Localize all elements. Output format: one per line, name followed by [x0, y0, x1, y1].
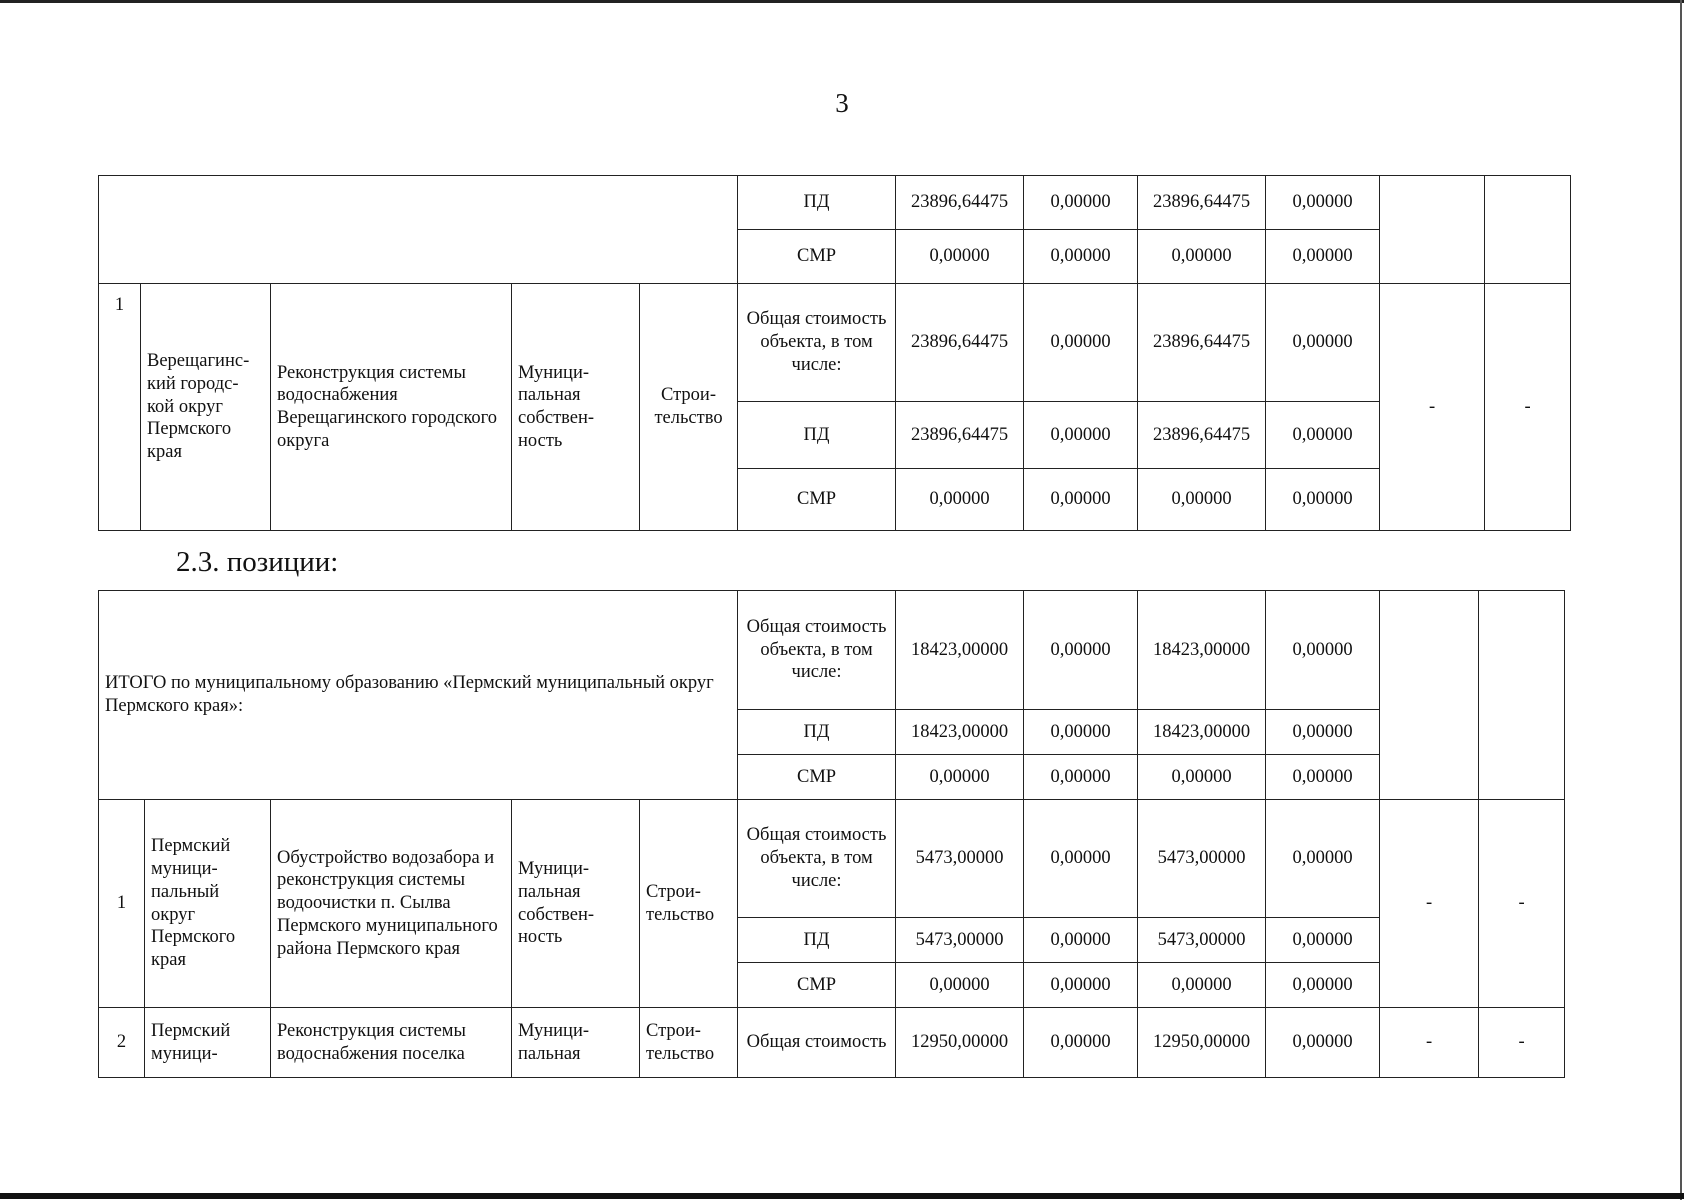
- value-cell: 0,00000: [1024, 755, 1138, 800]
- cost-type-cell: Общая стоимость объекта, в том числе:: [738, 591, 896, 710]
- cost-type-cell: ПД: [738, 710, 896, 755]
- table-row: [99, 800, 1565, 918]
- value-cell: 0,00000: [1266, 710, 1380, 755]
- value-cell: 18423,00000: [1138, 710, 1266, 755]
- value-cell: 5473,00000: [1138, 800, 1266, 918]
- table-positions: [98, 590, 1565, 1078]
- dash-cell: -: [1380, 284, 1485, 531]
- value-cell: 0,00000: [896, 469, 1024, 531]
- value-cell: 0,00000: [1266, 402, 1380, 469]
- value-cell: 18423,00000: [1138, 591, 1266, 710]
- value-cell: 0,00000: [1138, 230, 1266, 284]
- value-cell: 23896,64475: [896, 402, 1024, 469]
- value-cell: 0,00000: [1266, 1008, 1380, 1078]
- page-number: 3: [835, 88, 849, 118]
- value-cell: 0,00000: [896, 963, 1024, 1008]
- ownership-cell: Муници-пальная: [512, 1008, 640, 1078]
- value-cell: 12950,00000: [1138, 1008, 1266, 1078]
- value-cell: 0,00000: [1024, 918, 1138, 963]
- value-cell: 0,00000: [1024, 176, 1138, 230]
- object-name-cell: Реконструкция системы водоснабжения поселка: [271, 1008, 512, 1078]
- cost-type-cell: Общая стоимость объекта, в том числе:: [738, 800, 896, 918]
- value-cell: 0,00000: [1024, 402, 1138, 469]
- owner-cell: Пермский муници-пальный округ Пермского края: [145, 800, 271, 1008]
- cost-type-cell: СМР: [738, 469, 896, 531]
- row-number: 1: [99, 284, 141, 531]
- table-row: [99, 591, 1565, 710]
- value-cell: 0,00000: [1024, 591, 1138, 710]
- value-cell: 0,00000: [1138, 469, 1266, 531]
- dash-cell: -: [1479, 1008, 1565, 1078]
- value-cell: 18423,00000: [896, 591, 1024, 710]
- value-cell: 23896,64475: [896, 284, 1024, 402]
- work-type-cell: Строи-тельство: [640, 1008, 738, 1078]
- table-row: [99, 1008, 1565, 1078]
- scan-right-edge: [1680, 0, 1682, 1200]
- cost-type-cell: Общая стоимость объекта, в том числе:: [738, 284, 896, 402]
- scan-top-edge: [0, 0, 1684, 3]
- owner-cell: Верещагинс-кий городс-кой округ Пермского края: [141, 284, 271, 531]
- value-cell: 23896,64475: [1138, 284, 1266, 402]
- cost-type-cell: СМР: [738, 755, 896, 800]
- value-cell: 5473,00000: [1138, 918, 1266, 963]
- scan-bottom-edge: [0, 1193, 1684, 1199]
- value-cell: 0,00000: [1266, 176, 1380, 230]
- object-name-cell: Обустройство водозабора и реконструкция системы водоочистки п. Сылва Пермского муниципального района Пермского края: [271, 800, 512, 1008]
- value-cell: 0,00000: [1266, 918, 1380, 963]
- owner-cell: Пермский муници-: [145, 1008, 271, 1078]
- total-label-cell: ИТОГО по муниципальному образованию «Пермский муниципальный округ Пермского края»:: [99, 591, 738, 800]
- value-cell: 12950,00000: [896, 1008, 1024, 1078]
- value-cell: 0,00000: [896, 230, 1024, 284]
- work-type-cell: Строи-тельство: [640, 800, 738, 1008]
- dash-cell: -: [1380, 800, 1479, 1008]
- value-cell: 0,00000: [1024, 1008, 1138, 1078]
- dash-cell: -: [1380, 1008, 1479, 1078]
- value-cell: 0,00000: [1024, 710, 1138, 755]
- value-cell: 23896,64475: [1138, 176, 1266, 230]
- work-type-cell: Строи-тельство: [640, 284, 738, 531]
- cost-type-cell: СМР: [738, 230, 896, 284]
- value-cell: 0,00000: [1138, 755, 1266, 800]
- cost-type-cell: ПД: [738, 918, 896, 963]
- value-cell: 0,00000: [1266, 591, 1380, 710]
- row-number: 1: [99, 800, 145, 1008]
- value-cell: 23896,64475: [896, 176, 1024, 230]
- value-cell: 0,00000: [1024, 284, 1138, 402]
- value-cell: 0,00000: [1266, 284, 1380, 402]
- row-number: 2: [99, 1008, 145, 1078]
- value-cell: 0,00000: [1266, 230, 1380, 284]
- empty-cell: [1380, 591, 1479, 800]
- value-cell: 0,00000: [1024, 963, 1138, 1008]
- empty-cell: [1479, 591, 1565, 800]
- value-cell: 0,00000: [1266, 469, 1380, 531]
- table-row: [99, 176, 1571, 230]
- table-row: [99, 284, 1571, 402]
- dash-cell: -: [1479, 800, 1565, 1008]
- section-title: 2.3. позиции:: [176, 546, 339, 578]
- ownership-cell: Муници-пальная собствен-ность: [512, 800, 640, 1008]
- value-cell: 0,00000: [1138, 963, 1266, 1008]
- value-cell: 5473,00000: [896, 800, 1024, 918]
- cost-type-cell: СМР: [738, 963, 896, 1008]
- empty-cell: [1485, 176, 1571, 284]
- value-cell: 0,00000: [1024, 800, 1138, 918]
- value-cell: 0,00000: [1024, 230, 1138, 284]
- empty-header-cell: [99, 176, 738, 284]
- value-cell: 0,00000: [896, 755, 1024, 800]
- dash-cell: -: [1485, 284, 1571, 531]
- cost-type-cell: ПД: [738, 402, 896, 469]
- cost-type-cell: ПД: [738, 176, 896, 230]
- value-cell: 0,00000: [1024, 469, 1138, 531]
- empty-cell: [1380, 176, 1485, 284]
- value-cell: 5473,00000: [896, 918, 1024, 963]
- value-cell: 18423,00000: [896, 710, 1024, 755]
- value-cell: 0,00000: [1266, 755, 1380, 800]
- value-cell: 23896,64475: [1138, 402, 1266, 469]
- ownership-cell: Муници-пальная собствен-ность: [512, 284, 640, 531]
- cost-type-cell: Общая стоимость: [738, 1008, 896, 1078]
- object-name-cell: Реконструкция системы водоснабжения Верещагинского городского округа: [271, 284, 512, 531]
- value-cell: 0,00000: [1266, 963, 1380, 1008]
- table-continuation: [98, 175, 1571, 531]
- value-cell: 0,00000: [1266, 800, 1380, 918]
